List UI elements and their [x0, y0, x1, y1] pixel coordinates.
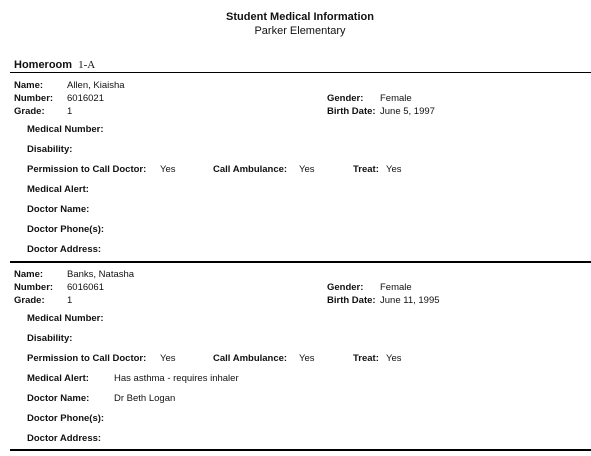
grade-label: Grade: [14, 106, 45, 117]
treat-label: Treat: [353, 164, 379, 175]
student-grade: 1 [67, 106, 73, 117]
record-separator [10, 449, 591, 451]
name-label: Name: [14, 269, 44, 280]
permission-value: Yes [160, 164, 176, 175]
page-title: Student Medical Information [226, 11, 374, 23]
doctor-name-value: Dr Beth Logan [114, 393, 176, 404]
doctor-address-label: Doctor Address: [27, 433, 102, 444]
record-separator [10, 261, 591, 263]
ambulance-value: Yes [299, 164, 315, 175]
number-label: Number: [14, 93, 54, 104]
number-label: Number: [14, 282, 54, 293]
student-number: 6016021 [67, 93, 104, 104]
permission-value: Yes [160, 353, 176, 364]
student-gender: Female [380, 93, 412, 104]
gender-label: Gender: [327, 282, 364, 293]
doctor-phone-label: Doctor Phone(s): [27, 413, 105, 424]
gender-label: Gender: [327, 93, 364, 104]
student-birth-date: June 11, 1995 [380, 295, 440, 306]
medical-number-label: Medical Number: [27, 313, 104, 324]
medical-alert-label: Medical Alert: [27, 373, 89, 384]
permission-label: Permission to Call Doctor: [27, 164, 147, 175]
birth-date-label: Birth Date: [327, 106, 376, 117]
doctor-name-label: Doctor Name: [27, 393, 90, 404]
page-subtitle: Parker Elementary [254, 25, 346, 37]
ambulance-value: Yes [299, 353, 315, 364]
student-birth-date: June 5, 1997 [380, 106, 435, 117]
treat-value: Yes [386, 164, 402, 175]
doctor-phone-label: Doctor Phone(s): [27, 224, 105, 235]
doctor-address-label: Doctor Address: [27, 244, 102, 255]
student-number: 6016061 [67, 282, 104, 293]
homeroom-label: Homeroom [14, 59, 73, 71]
homeroom-heading [14, 59, 95, 71]
student-name: Allen, Kiaisha [67, 80, 125, 91]
grade-label: Grade: [14, 295, 45, 306]
medical-number-label: Medical Number: [27, 124, 104, 135]
medical-alert-value: Has asthma - requires inhaler [114, 373, 239, 384]
medical-alert-label: Medical Alert: [27, 184, 89, 195]
student-name: Banks, Natasha [67, 269, 135, 280]
birth-date-label: Birth Date: [327, 295, 376, 306]
disability-label: Disability: [27, 144, 73, 155]
student-gender: Female [380, 282, 412, 293]
permission-label: Permission to Call Doctor: [27, 353, 147, 364]
student-grade: 1 [67, 295, 73, 306]
treat-value: Yes [386, 353, 402, 364]
homeroom-value: 1-A [78, 59, 96, 71]
ambulance-label: Call Ambulance: [213, 164, 288, 175]
disability-label: Disability: [27, 333, 73, 344]
homeroom-rule [10, 72, 591, 73]
name-label: Name: [14, 80, 44, 91]
doctor-name-label: Doctor Name: [27, 204, 90, 215]
treat-label: Treat: [353, 353, 379, 364]
ambulance-label: Call Ambulance: [213, 353, 288, 364]
